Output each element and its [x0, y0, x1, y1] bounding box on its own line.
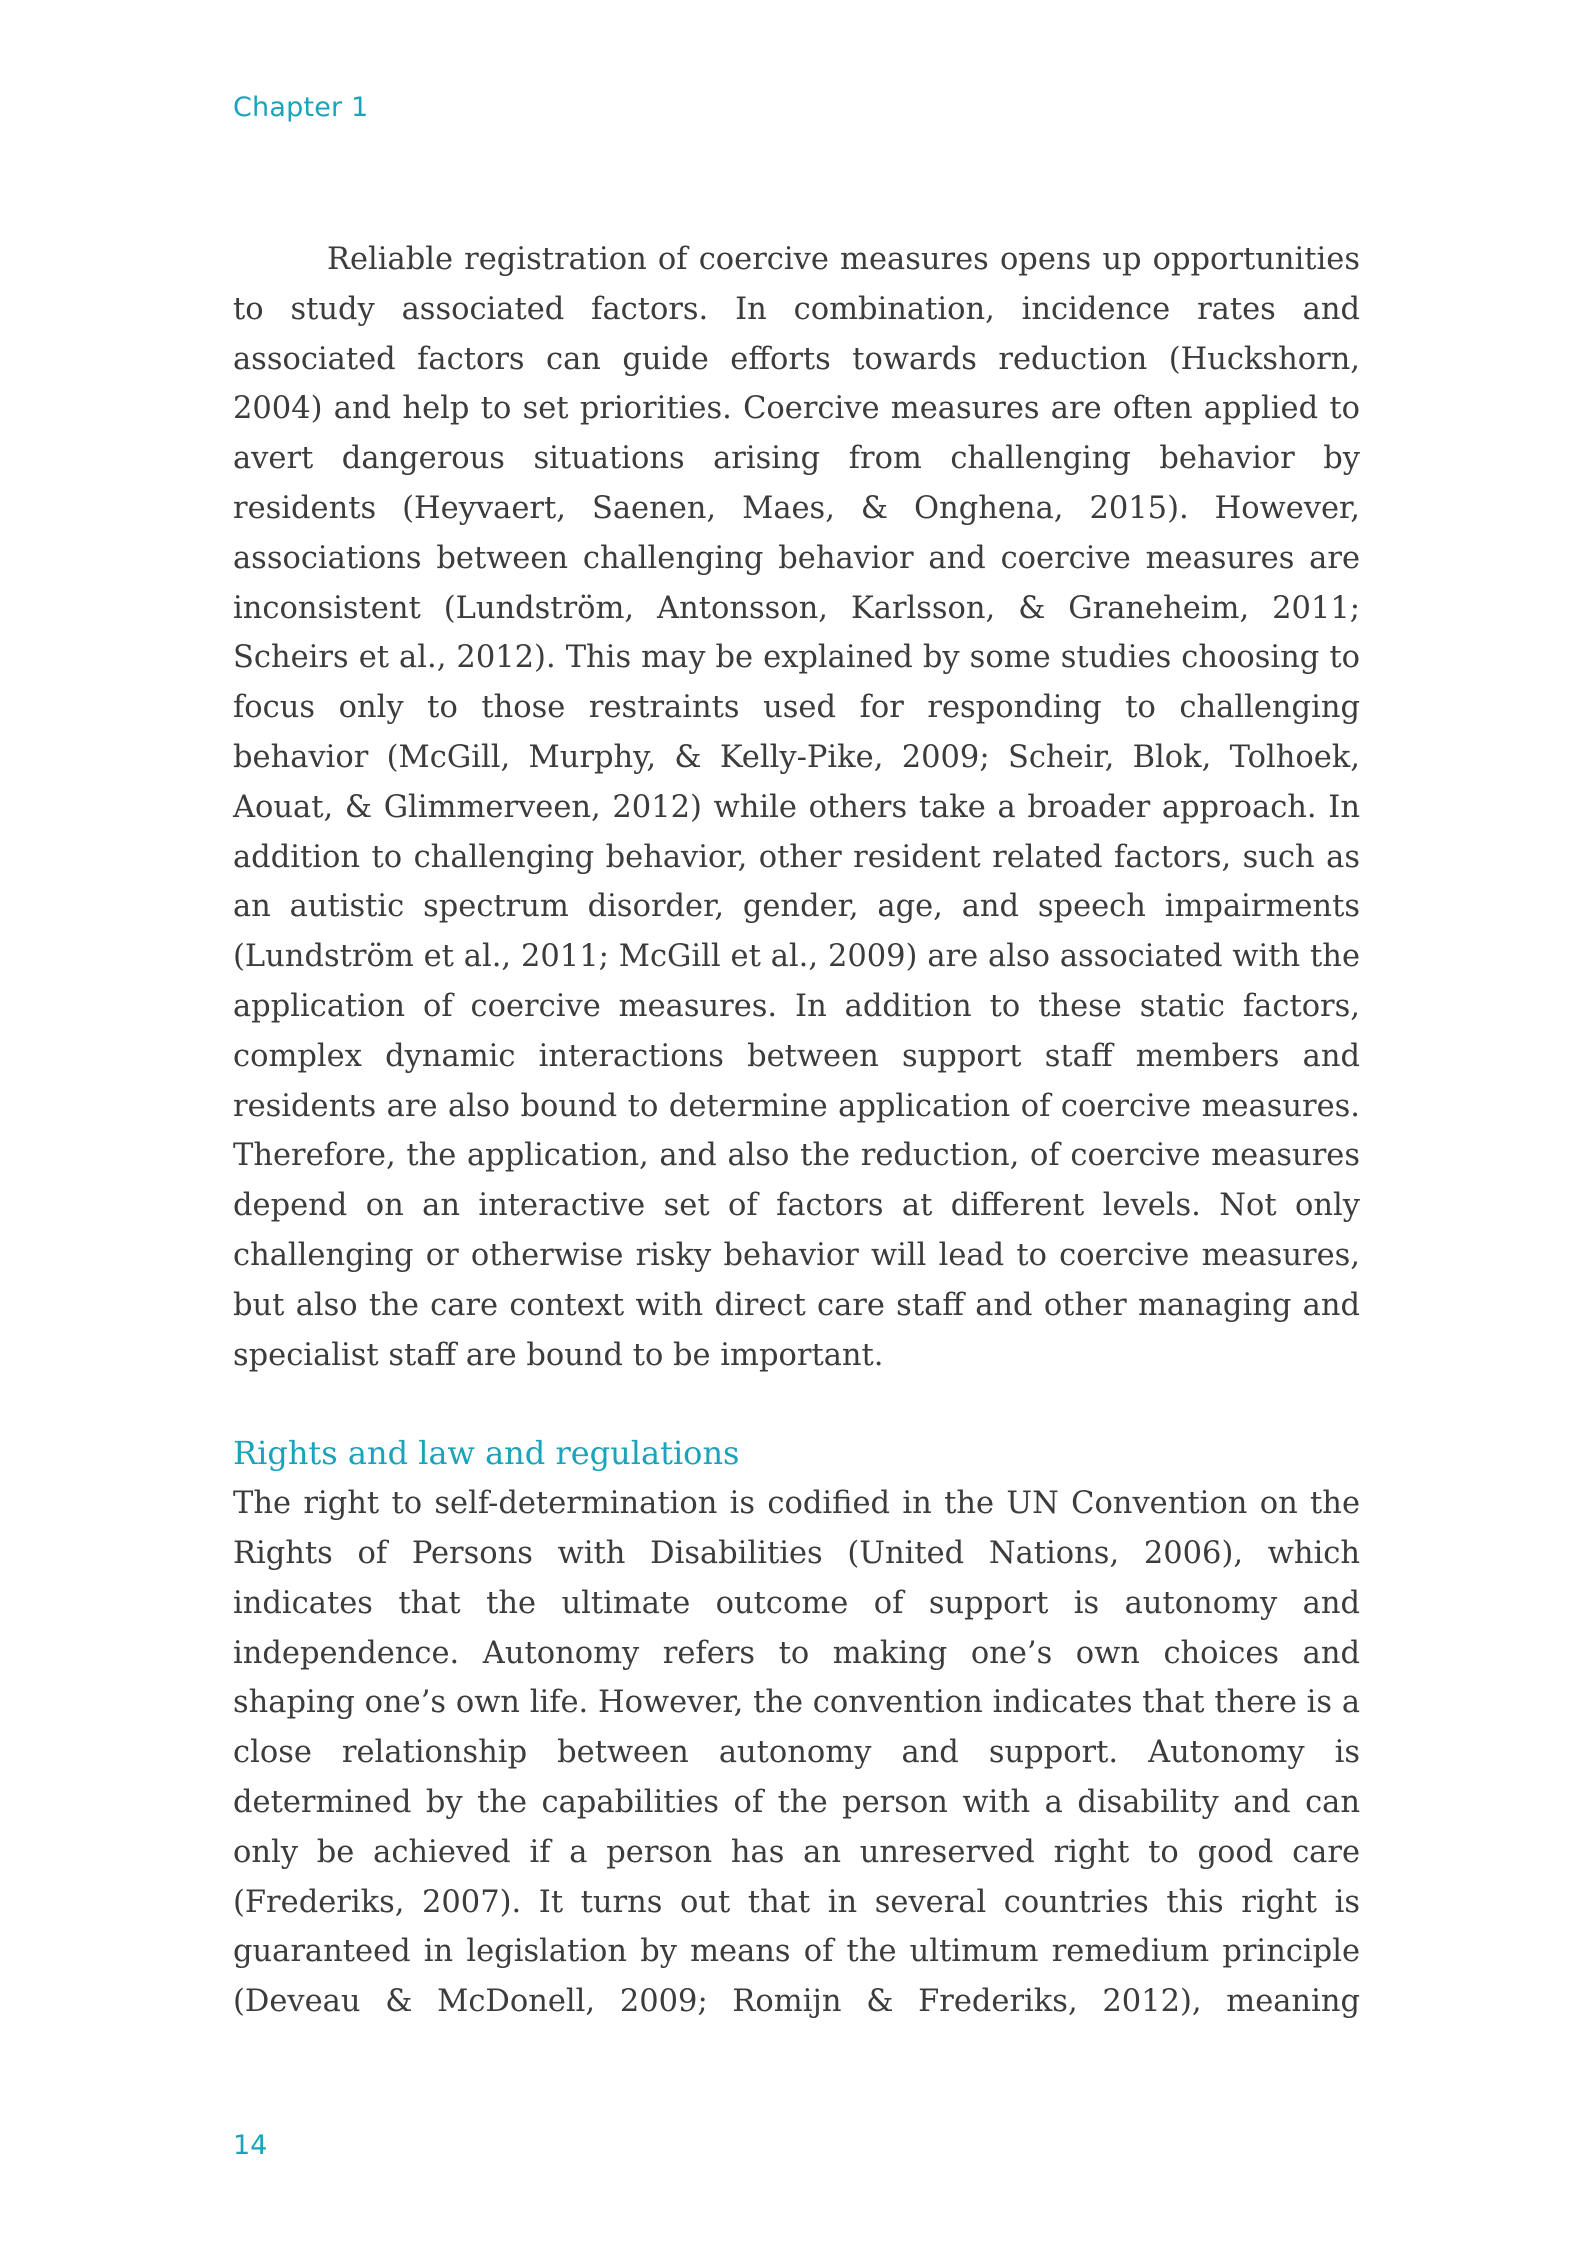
running-header-chapter: Chapter 1 — [233, 92, 369, 123]
section-heading-rights: Rights and law and regulations — [233, 1434, 740, 1473]
page-number: 14 — [233, 2130, 268, 2161]
paragraph-coercive-measures: Reliable registration of coercive measures opens up opportunities to study associated factors. In combination, incidence rates and associated factors can guide efforts towards reduction (Huckshorn, 2004) and help to set priorities. Coercive measures are often applied to avert dangerous situations arising from challenging behavior by residents (Heyvaert, Saenen, Maes, & Onghena, 2015). However, associations between challenging behavior and coercive measures are inconsistent (Lundström, Antonsson, Karlsson, & Graneheim, 2011; Scheirs et al., 2012). This may be explained by some studies choosing to focus only to those restraints used for responding to challenging behavior (McGill, Murphy, & Kelly-Pike, 2009; Scheir, Blok, Tolhoek, Aouat, & Glimmerveen, 2012) while others take a broader approach. In addition to challenging behavior, other resident related factors, such as an autistic spectrum disorder, gender, age, and speech impairments (Lundström et al., 2011; McGill et al., 2009) are also associated with the application of coercive measures. In addition to these static factors, complex dynamic interactions between support staff members and residents are also bound to determine application of coercive measures. Therefore, the application, and also the reduction, of coercive measures depend on an interactive set of factors at different levels. Not only challenging or otherwise risky behavior will lead to coercive measures, but also the care context with direct care staff and other managing and specialist staff are bound to be important. — [233, 242, 1360, 1373]
paragraph-rights-law: The right to self-determination is codified in the UN Convention on the Rights of Persons with Disabilities (United Nations, 2006), which indicates that the ultimate outcome of support is autonomy and independence. Autonomy refers to making one’s own choices and shaping one’s own life. However, the convention indicates that there is a close relationship between autonomy and support. Autonomy is determined by the capabilities of the person with a disability and can only be achieved if a person has an unreserved right to good care (Frederiks, 2007). It turns out that in several countries this right is guaranteed in legislation by means of the ultimum remedium principle (Deveau & McDonell, 2009; Romijn & Frederiks, 2012), meaning — [233, 1486, 1360, 2020]
body-text — [233, 235, 1360, 2027]
